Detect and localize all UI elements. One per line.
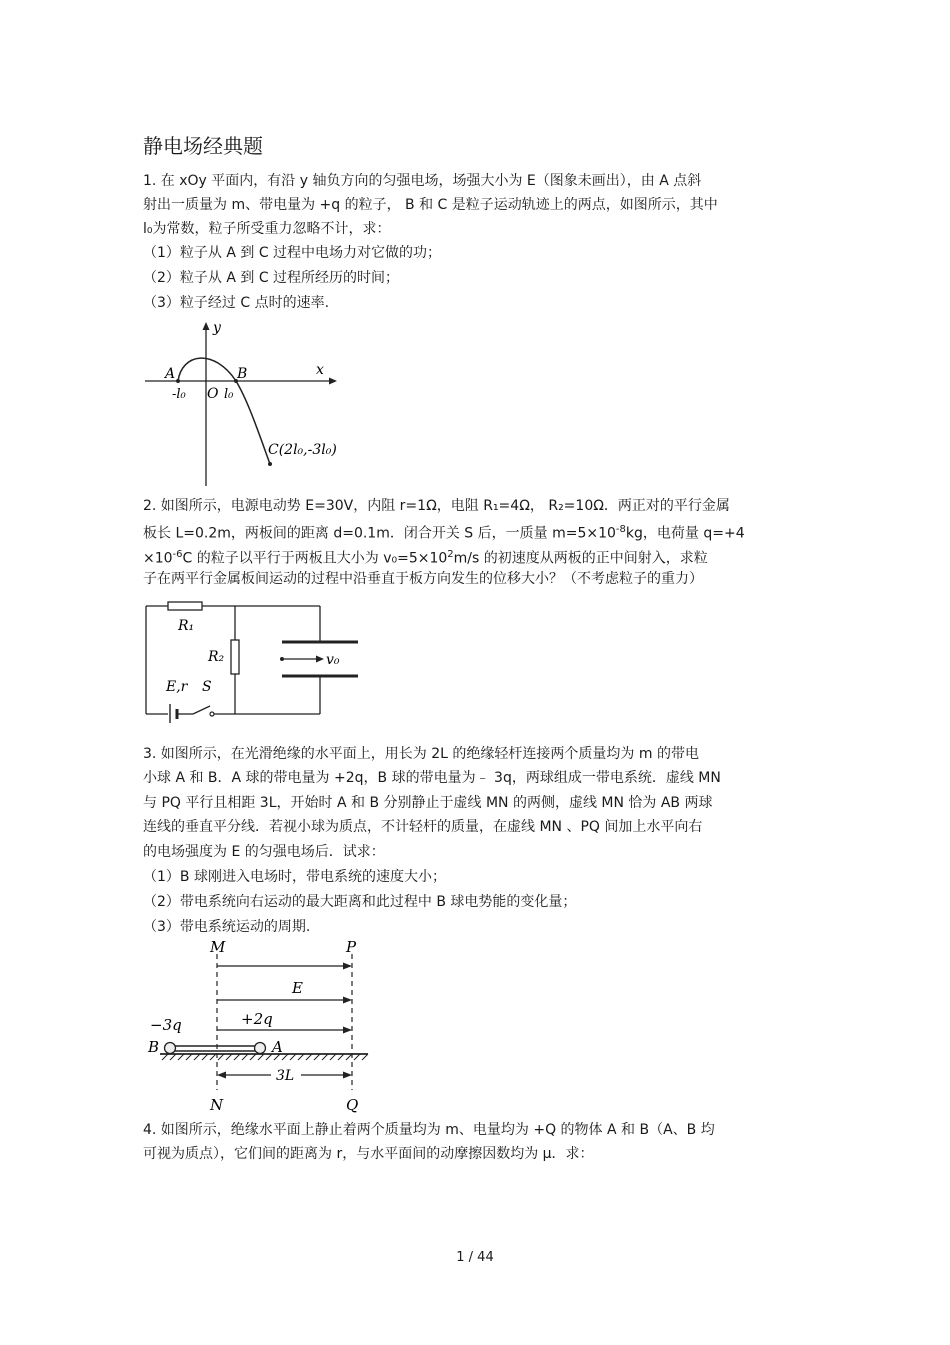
page-number: 1 / 44 [456, 1250, 494, 1265]
q1-line-3: l₀为常数，粒子所受重力忽略不计，求： [143, 221, 391, 237]
resistor-R1 [168, 602, 202, 610]
label-Q: Q [346, 1096, 359, 1114]
y-axis-arrow [203, 322, 210, 330]
label-B: B [148, 1038, 160, 1056]
q1-trajectory-figure [140, 316, 355, 491]
label-v0: v₀ [326, 652, 340, 668]
page-title: 静电场经典题 [143, 134, 263, 158]
resistor-R2 [231, 640, 239, 674]
q3-line-4: 连线的垂直平分线．若视小球为质点，不计轻杆的质量，在虚线 MN 、PQ 间加上水平向右 [143, 819, 703, 835]
point-A [176, 379, 180, 383]
q4-line-2: 可视为质点），它们间的距离为 r，与水平面间的动摩擦因数均为 μ．求： [143, 1146, 594, 1162]
label-B: B [237, 366, 248, 382]
q3-item-2: （2）带电系统向右运动的最大距离和此过程中 B 球电势能的变化量； [143, 894, 577, 910]
label-O: O [207, 386, 219, 402]
q1-line-1: 1. 在 xOy 平面内，有沿 y 轴负方向的匀强电场，场强大小为 E（图象未画出），由 A 点斜 [143, 173, 702, 189]
ground-hatch [162, 1054, 368, 1060]
trajectory-curve [178, 358, 270, 464]
label-l0: l₀ [224, 387, 234, 402]
q2-line-1: 2. 如图所示，电源电动势 E=30V，内阻 r=1Ω，电阻 R₁=4Ω， R₂=10Ω．两正对的平行金属 [143, 498, 730, 514]
q1-item-2: （2）粒子从 A 到 C 过程所经历的时间； [143, 270, 400, 286]
label-R1: R₁ [178, 618, 195, 634]
label-P: P [346, 938, 357, 956]
label-E: E [292, 979, 303, 997]
q2-line-3: $\times 10^{-6}C$ 的粒子以平行于两板且大小为 $v_0=5\times 10^2m/s$ 的初速度从两板的正中间射入，求粒 [143, 549, 708, 567]
y-label: y [213, 320, 221, 336]
q1-item-1: （1）粒子从 A 到 C 过程中电场力对它做的功； [143, 245, 442, 261]
q2-line-4: 子在两平行金属板间运动的过程中沿垂直于板方向发生的位移大小？（不考虑粒子的重力） [143, 571, 703, 587]
label-Er: E,r [166, 679, 188, 695]
label-S: S [202, 679, 212, 695]
ball-B [165, 1043, 176, 1054]
label-A: A [165, 366, 176, 382]
label-N: N [210, 1096, 224, 1114]
q3-item-1: （1）B 球刚进入电场时，带电系统的速度大小； [143, 869, 446, 885]
q3-line-3: 与 PQ 平行且相距 3L，开始时 A 和 B 分别静止于虚线 MN 的两侧，虚线 MN 恰为 AB 两球 [143, 795, 713, 811]
q2-circuit-figure [140, 598, 370, 723]
q4-line-1: 4. 如图所示，绝缘水平面上静止着两个质量均为 m、电量均为 +Q 的物体 A 和 B（A、B 均 [143, 1122, 715, 1138]
x-axis-arrow [329, 378, 337, 385]
q3-line-1: 3. 如图所示，在光滑绝缘的水平面上，用长为 2L 的绝缘轻杆连接两个质量均为 m 的带电 [143, 746, 699, 762]
q3-item-3: （3）带电系统运动的周期. [143, 919, 311, 935]
q3-line-2: 小球 A 和 B．A 球的带电量为 +2q，B 球的带电量为﹣ 3q，两球组成一带电系统．虚线 MN [143, 770, 721, 786]
x-label: x [316, 362, 324, 378]
q3-line-5: 的电场强度为 E 的匀强电场后．试求： [143, 844, 385, 860]
q1-line-2: 射出一质量为 m、带电量为 +q 的粒子， B 和 C 是粒子运动轨迹上的两点，如图所示，其中 [143, 197, 718, 213]
q3-field-figure [140, 938, 380, 1118]
label-R2: R₂ [208, 649, 225, 665]
point-C [268, 462, 272, 466]
label-A: A [272, 1038, 283, 1056]
q2-line-2: 板长 L=0.2m，两板间的距离 d=0.1m．闭合开关 S 后，一质量 $m=5\times 10^{-8}kg$，电荷量 q=+4 [143, 524, 745, 542]
switch-S [193, 706, 210, 714]
q1-item-3: （3）粒子经过 C 点时的速率. [143, 295, 330, 311]
label-neg-l0: -l₀ [172, 387, 186, 402]
label-3L: 3L [276, 1068, 295, 1084]
label-M: M [210, 938, 226, 956]
ball-A [255, 1043, 266, 1054]
label-neg3q: −3q [150, 1016, 182, 1034]
label-pos2q: +2q [241, 1010, 273, 1028]
label-C: C(2l₀,-3l₀) [268, 442, 337, 458]
